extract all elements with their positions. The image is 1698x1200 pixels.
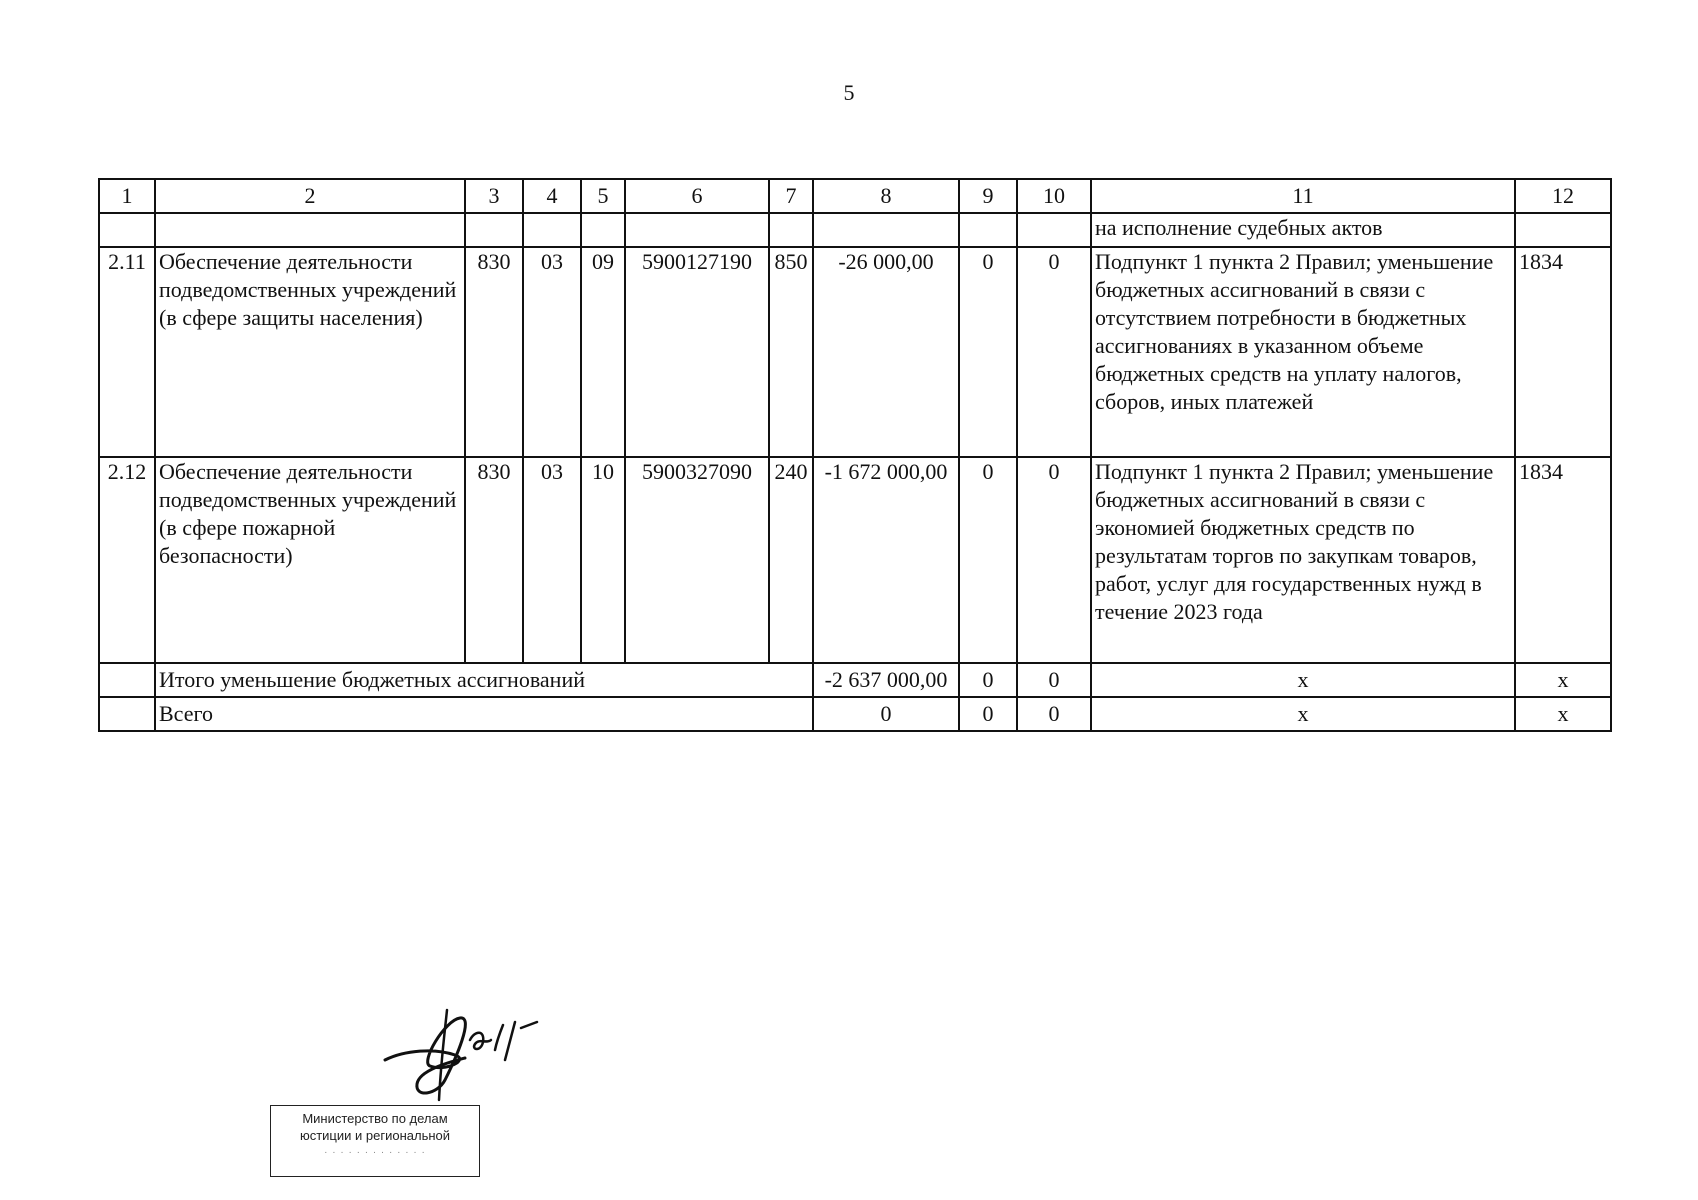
header-cell: 7 <box>769 179 813 213</box>
header-cell: 5 <box>581 179 625 213</box>
row-number: 2.12 <box>99 457 155 663</box>
page-number: 5 <box>843 80 855 105</box>
total-decrease-label: Итого уменьшение бюджетных ассигнований <box>155 663 813 697</box>
total-decrease-amount: -2 637 000,00 <box>813 663 959 697</box>
stamp-line: Министерство по делам <box>302 1111 448 1126</box>
grand-total-col9: 0 <box>959 697 1017 731</box>
handwritten-signature <box>375 1000 575 1110</box>
total-decrease-col12: х <box>1515 663 1611 697</box>
table-row <box>99 247 1611 457</box>
header-cell: 10 <box>1017 179 1091 213</box>
row-amount: -26 000,00 <box>813 247 959 457</box>
row-expense-type: 240 <box>769 457 813 663</box>
header-cell: 8 <box>813 179 959 213</box>
row-expense-type: 850 <box>769 247 813 457</box>
grand-total-col12: х <box>1515 697 1611 731</box>
header-cell: 11 <box>1091 179 1515 213</box>
continuation-row <box>99 213 1611 247</box>
row-col10: 0 <box>1017 457 1091 663</box>
table-header-row <box>99 179 1611 213</box>
row-col9: 0 <box>959 247 1017 457</box>
row-col10: 0 <box>1017 247 1091 457</box>
total-decrease-col9: 0 <box>959 663 1017 697</box>
total-decrease-row <box>99 663 1611 697</box>
row-section: 03 <box>523 247 581 457</box>
row-code: 1834 <box>1515 247 1611 457</box>
row-target-article: 5900327090 <box>625 457 769 663</box>
grand-total-row <box>99 697 1611 731</box>
grand-total-col10: 0 <box>1017 697 1091 731</box>
grand-total-col11: х <box>1091 697 1515 731</box>
row-subsection: 09 <box>581 247 625 457</box>
row-target-article: 5900127190 <box>625 247 769 457</box>
table-row <box>99 457 1611 663</box>
row-grbs: 830 <box>465 457 523 663</box>
row-number: 2.11 <box>99 247 155 457</box>
total-decrease-col11: х <box>1091 663 1515 697</box>
row-col9: 0 <box>959 457 1017 663</box>
row-amount: -1 672 000,00 <box>813 457 959 663</box>
header-cell: 3 <box>465 179 523 213</box>
header-cell: 1 <box>99 179 155 213</box>
row-basis: Подпункт 1 пункта 2 Правил; уменьшение бюджетных ассигнований в связи с отсутствием потребности в бюджетных ассигнованиях в указанном объеме бюджетных средств на уплату налогов, сборов, иных платежей <box>1091 247 1515 457</box>
header-cell: 12 <box>1515 179 1611 213</box>
continuation-text: на исполнение судебных актов <box>1091 213 1515 247</box>
budget-changes-table <box>98 178 1612 732</box>
row-basis: Подпункт 1 пункта 2 Правил; уменьшение бюджетных ассигнований в связи с экономией бюджетных средств по результатам торгов по закупкам товаров, работ, услуг для государственных нужд в течение 2023 года <box>1091 457 1515 663</box>
row-name: Обеспечение деятельности подведомственных учреждений (в сфере пожарной безопасности) <box>155 457 465 663</box>
header-cell: 4 <box>523 179 581 213</box>
row-code: 1834 <box>1515 457 1611 663</box>
row-section: 03 <box>523 457 581 663</box>
header-cell: 6 <box>625 179 769 213</box>
registration-stamp <box>270 1105 480 1177</box>
row-subsection: 10 <box>581 457 625 663</box>
grand-total-label: Всего <box>155 697 813 731</box>
row-name: Обеспечение деятельности подведомственных учреждений (в сфере защиты населения) <box>155 247 465 457</box>
stamp-line: юстиции и региональной <box>299 1128 451 1143</box>
total-decrease-col10: 0 <box>1017 663 1091 697</box>
header-cell: 9 <box>959 179 1017 213</box>
row-grbs: 830 <box>465 247 523 457</box>
grand-total-amount: 0 <box>813 697 959 731</box>
stamp-faint-line: · · · · · · · · · · · · · <box>324 1147 426 1158</box>
header-cell: 2 <box>155 179 465 213</box>
